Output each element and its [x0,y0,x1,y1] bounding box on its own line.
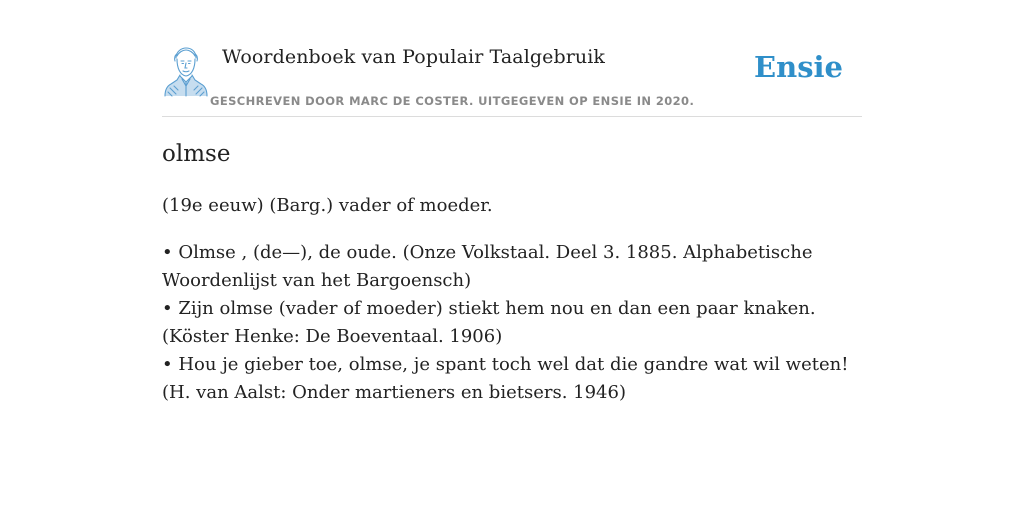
entry-definition: (19e eeuw) (Barg.) vader of moeder. [162,195,493,216]
dictionary-title[interactable]: Woordenboek van Populair Taalgebruik [222,46,606,68]
author-byline: GESCHREVEN DOOR MARC DE COSTER. UITGEGEVEN OP ENSIE IN 2020. [210,94,695,108]
example-item: • Zijn olmse (vader of moeder) stiekt hem nou en dan een paar knaken. (Köster Henke: De Boeventaal. 1906) [162,298,816,347]
entry-headword: olmse [162,141,231,167]
author-portrait-icon [162,46,210,98]
example-item: • Hou je gieber toe, olmse, je spant toch wel dat die gandre wat wil weten! (H. van Aalst: Onder martieners en bietsers. 1946) [162,354,849,403]
site-header [162,44,862,117]
entry-content [162,138,862,407]
ensie-logo-link[interactable]: Ensie [754,50,843,84]
example-list [162,239,862,407]
example-item: • Olmse , (de—), de oude. (Onze Volkstaal. Deel 3. 1885. Alphabetische Woordenlijst van het Bargoensch) [162,242,813,291]
